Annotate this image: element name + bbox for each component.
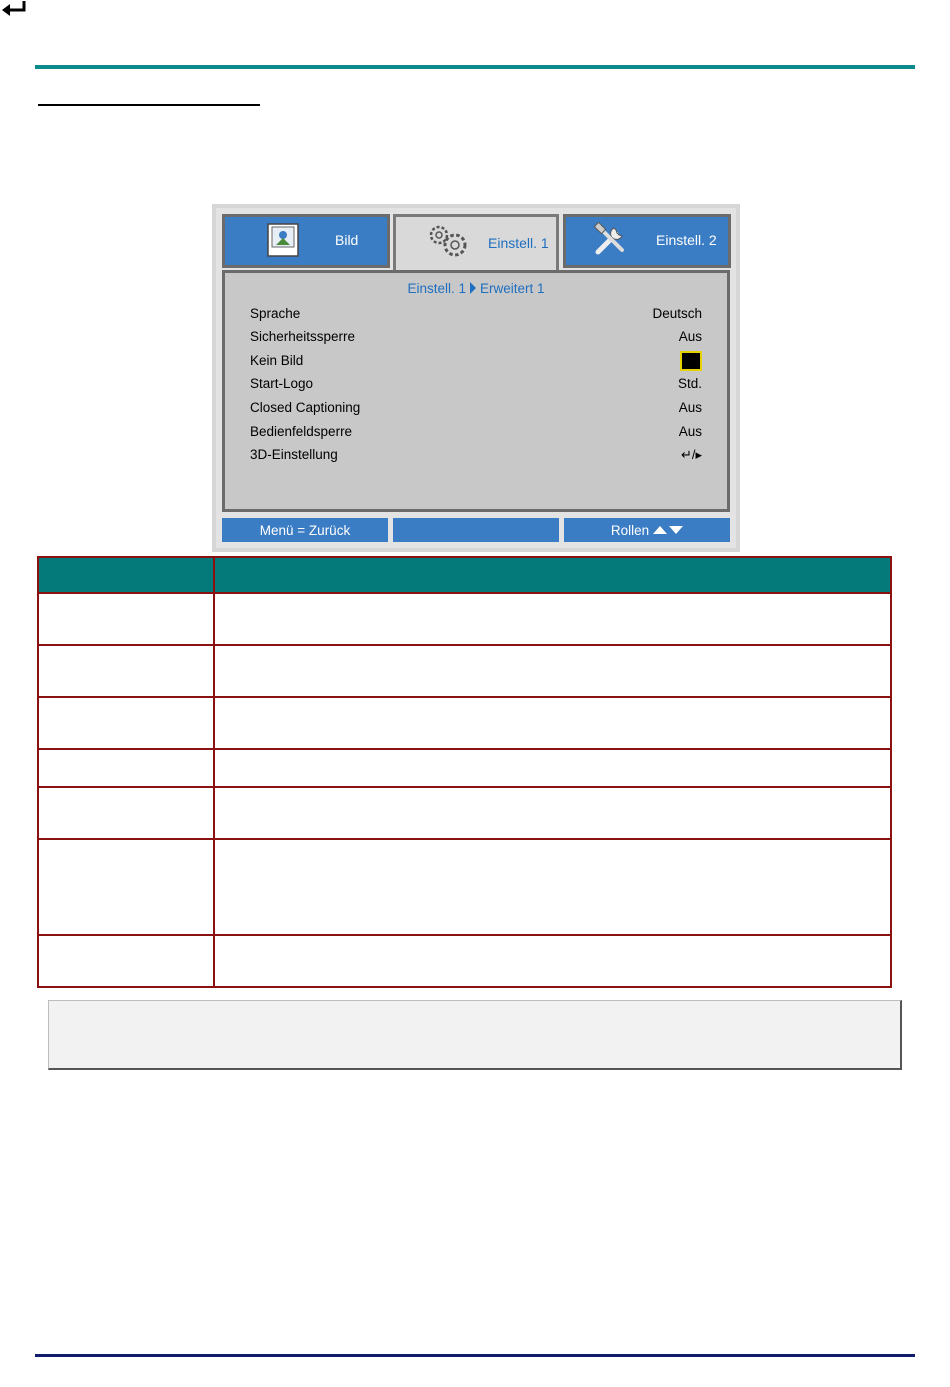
table-row [38,697,891,749]
table-row [38,935,891,987]
footer-scroll-hint [564,518,730,542]
tab-einstell-2[interactable] [563,214,731,268]
menu-row-label: Closed Captioning [250,400,361,415]
color-swatch[interactable] [680,351,702,371]
table-row [38,787,891,839]
note-box [48,1000,902,1070]
table-row [38,839,891,935]
footer-rule [35,1354,915,1357]
tab-einstell-2-label: Einstell. 2 [656,232,717,248]
menu-row-start-logo[interactable] [250,376,702,398]
breadcrumb-part-2: Erweitert 1 [480,281,545,296]
gears-icon [426,223,470,264]
menu-row-3d-einstellung[interactable] [250,447,702,469]
tab-einstell-1[interactable] [393,214,559,276]
settings-panel [222,270,730,512]
settings-description-table [37,556,892,988]
table-header-cell [38,557,214,593]
table-row [38,593,891,645]
menu-row-kein-bild[interactable] [250,353,702,375]
menu-row-label: 3D-Einstellung [250,447,338,462]
enter-key-icon [0,5,28,22]
menu-row-value: Aus [678,400,702,415]
menu-row-label: Kein Bild [250,353,304,368]
triangle-up-icon [653,526,667,534]
chevron-right-icon [470,282,476,294]
osd-menu [212,204,740,552]
menu-row-label: Sicherheitssperre [250,329,356,344]
tools-icon [592,222,628,263]
menu-row-value: Aus [678,424,702,439]
menu-row-sprache[interactable] [250,306,702,328]
menu-row-closed-captioning[interactable] [250,400,702,422]
menu-row-label: Bedienfeldsperre [250,424,353,439]
menu-row-label: Start-Logo [250,376,314,391]
footer-back-hint [222,518,388,542]
table-header-row [38,557,891,593]
menu-row-label: Sprache [250,306,301,321]
footer-scroll-label: Rollen [610,522,650,538]
tab-einstell-1-label: Einstell. 1 [488,235,549,251]
table-row [38,749,891,787]
tab-bild-label: Bild [335,232,359,248]
tab-bild[interactable] [222,214,390,268]
menu-row-value: Std. [677,376,702,391]
menu-row-value: Aus [678,329,702,344]
menu-row-value: Deutsch [652,306,702,321]
table-row [38,645,891,697]
breadcrumb-part-1: Einstell. 1 [407,281,466,296]
menu-row-bedienfeldsperre[interactable] [250,424,702,446]
section-heading-underline [38,104,260,106]
triangle-down-icon [669,526,683,534]
enter-arrow-icon: ↵/▸ [680,447,702,462]
picture-icon [267,223,299,262]
menu-row-sicherheitssperre[interactable] [250,329,702,351]
footer-middle [393,518,559,542]
breadcrumb [225,281,727,296]
table-header-cell [214,557,891,593]
footer-back-label: Menü = Zurück [259,522,351,538]
header-rule [35,65,915,69]
